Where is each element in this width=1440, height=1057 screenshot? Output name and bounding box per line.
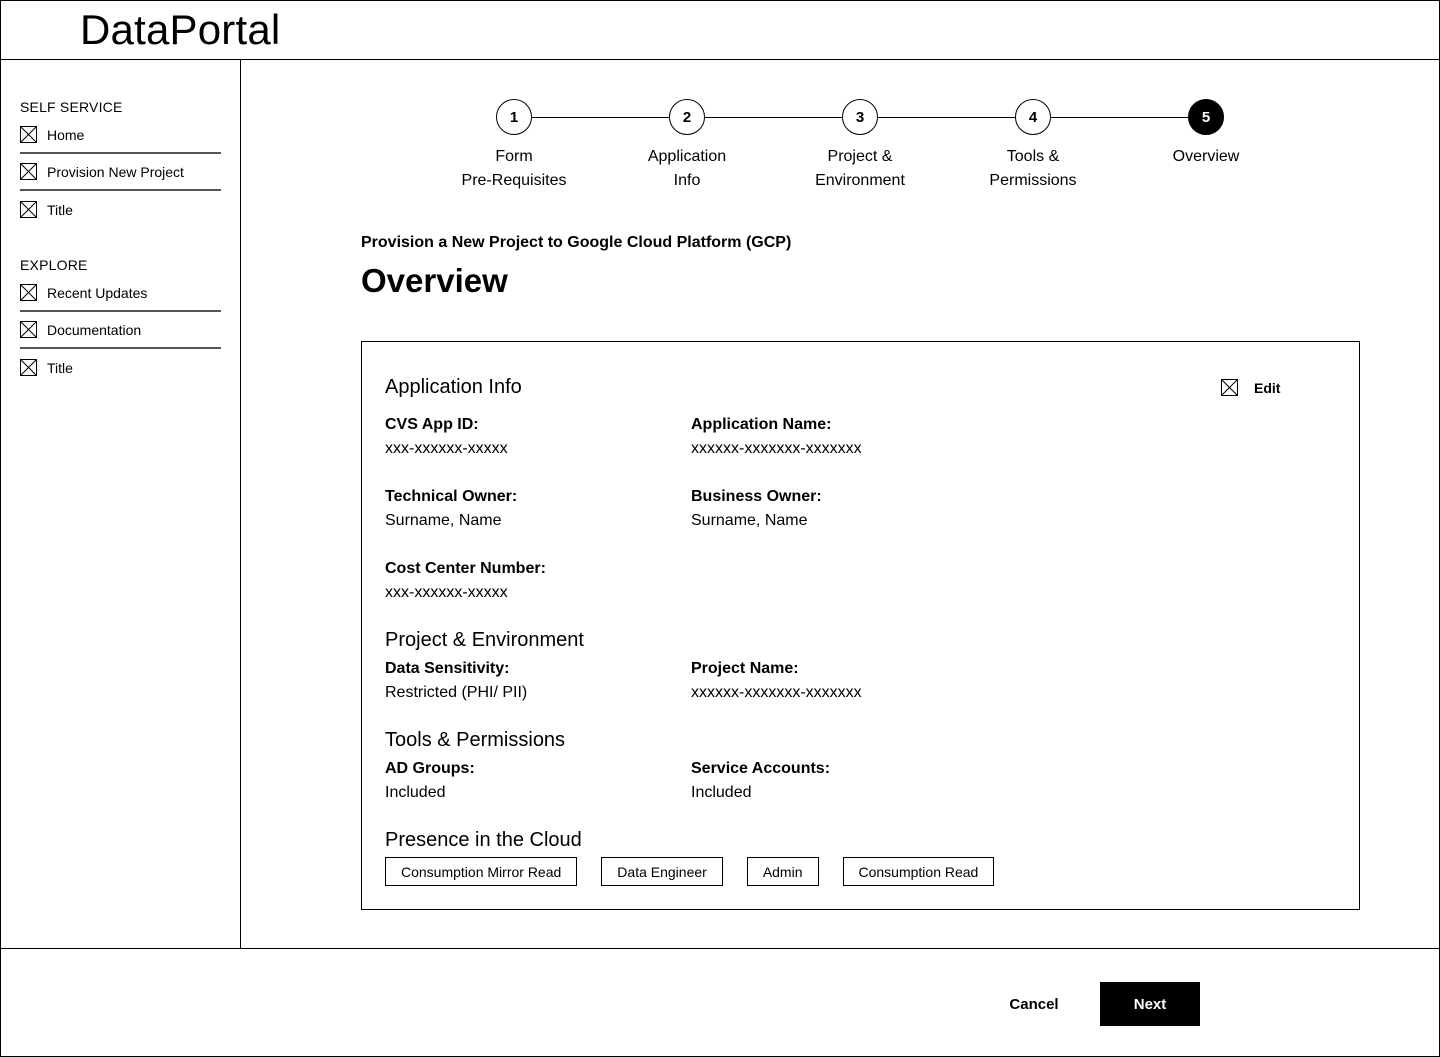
field-value: Restricted (PHI/ PII) bbox=[385, 684, 528, 701]
sidebar-section-explore: EXPLORE bbox=[20, 257, 88, 273]
field-label: AD Groups: bbox=[385, 760, 475, 777]
section-title-tools-permissions: Tools & Permissions bbox=[385, 729, 566, 751]
sidebar-item-label: Documentation bbox=[47, 321, 142, 338]
chip-consumption-mirror-read: Consumption Mirror Read bbox=[385, 857, 577, 886]
step-label-line: Tools & bbox=[1006, 148, 1060, 165]
step-label-line: Project & bbox=[827, 148, 893, 165]
field-project-name bbox=[691, 657, 862, 705]
field-label: Service Accounts: bbox=[691, 760, 831, 777]
field-label: Project Name: bbox=[691, 660, 799, 677]
sidebar-item-title-explore[interactable] bbox=[20, 349, 221, 386]
sidebar bbox=[0, 60, 241, 949]
cancel-button[interactable]: Cancel bbox=[994, 982, 1074, 1026]
page-title: Overview bbox=[361, 262, 508, 299]
step-label-line: Environment bbox=[815, 172, 905, 189]
field-label: Cost Center Number: bbox=[385, 560, 546, 577]
sidebar-item-home[interactable] bbox=[20, 117, 221, 154]
presence-chip-list bbox=[385, 857, 994, 886]
placeholder-icon bbox=[20, 201, 37, 218]
step-label-line: Pre-Requisites bbox=[461, 172, 567, 189]
sidebar-item-label: Title bbox=[47, 201, 73, 218]
field-data-sensitivity bbox=[385, 657, 527, 705]
field-label: Data Sensitivity: bbox=[385, 660, 510, 677]
field-value: xxxxxx-xxxxxxx-xxxxxxx bbox=[691, 684, 862, 701]
step-label-line: Overview bbox=[1172, 148, 1240, 165]
step-label bbox=[780, 145, 940, 193]
step-application-info[interactable] bbox=[607, 99, 767, 193]
sidebar-item-label: Recent Updates bbox=[47, 284, 148, 301]
field-cvs-app-id bbox=[385, 413, 508, 461]
page-subtitle: Provision a New Project to Google Cloud Platform (GCP) bbox=[361, 234, 792, 251]
sidebar-item-label: Home bbox=[47, 126, 85, 143]
field-service-accounts bbox=[691, 757, 830, 805]
step-number: 3 bbox=[842, 99, 878, 135]
field-label: CVS App ID: bbox=[385, 416, 479, 433]
edit-label: Edit bbox=[1254, 379, 1281, 396]
step-number: 2 bbox=[669, 99, 705, 135]
placeholder-icon bbox=[20, 321, 37, 338]
field-business-owner bbox=[691, 485, 822, 533]
field-label: Application Name: bbox=[691, 416, 832, 433]
step-label bbox=[1126, 145, 1286, 169]
section-title-project-environment: Project & Environment bbox=[385, 629, 584, 651]
step-label-line: Info bbox=[673, 172, 701, 189]
field-value: Surname, Name bbox=[691, 512, 808, 529]
placeholder-icon bbox=[20, 284, 37, 301]
field-label: Technical Owner: bbox=[385, 488, 518, 505]
step-form-prerequisites[interactable] bbox=[434, 99, 594, 193]
field-value: xxx-xxxxxx-xxxxx bbox=[385, 584, 508, 601]
sidebar-item-provision-new-project[interactable] bbox=[20, 154, 221, 191]
field-ad-groups bbox=[385, 757, 475, 805]
step-overview[interactable] bbox=[1126, 99, 1286, 169]
field-application-name bbox=[691, 413, 862, 461]
placeholder-icon bbox=[20, 359, 37, 376]
step-label-line: Permissions bbox=[989, 172, 1077, 189]
brand-logo-text[interactable]: DataPortal bbox=[80, 6, 281, 53]
edit-button[interactable] bbox=[1221, 379, 1280, 396]
sidebar-item-documentation[interactable] bbox=[20, 312, 221, 349]
field-value: Included bbox=[691, 784, 752, 801]
sidebar-item-label: Title bbox=[47, 359, 73, 376]
sidebar-item-title[interactable] bbox=[20, 191, 221, 228]
step-number-active: 5 bbox=[1188, 99, 1224, 135]
edit-icon bbox=[1221, 379, 1238, 396]
step-label bbox=[434, 145, 594, 193]
chip-consumption-read: Consumption Read bbox=[843, 857, 995, 886]
field-value: xxxxxx-xxxxxxx-xxxxxxx bbox=[691, 440, 862, 457]
field-value: Surname, Name bbox=[385, 512, 502, 529]
field-value: Included bbox=[385, 784, 446, 801]
field-label: Business Owner: bbox=[691, 488, 822, 505]
top-header bbox=[0, 0, 1440, 60]
step-number: 1 bbox=[496, 99, 532, 135]
placeholder-icon bbox=[20, 126, 37, 143]
chip-data-engineer: Data Engineer bbox=[601, 857, 723, 886]
overview-card bbox=[361, 341, 1360, 910]
step-label bbox=[953, 145, 1113, 193]
placeholder-icon bbox=[20, 163, 37, 180]
step-project-environment[interactable] bbox=[780, 99, 940, 193]
section-title-presence-in-cloud: Presence in the Cloud bbox=[385, 829, 582, 851]
field-technical-owner bbox=[385, 485, 517, 533]
sidebar-item-recent-updates[interactable] bbox=[20, 275, 221, 312]
field-cost-center-number bbox=[385, 557, 546, 605]
next-button[interactable]: Next bbox=[1100, 982, 1200, 1026]
section-title-application-info: Application Info bbox=[385, 376, 522, 398]
footer-action-bar bbox=[0, 948, 1440, 1057]
chip-admin: Admin bbox=[747, 857, 819, 886]
step-label-line: Application bbox=[647, 148, 727, 165]
step-number: 4 bbox=[1015, 99, 1051, 135]
sidebar-item-label: Provision New Project bbox=[47, 163, 184, 180]
step-label-line: Form bbox=[495, 148, 533, 165]
step-tools-permissions[interactable] bbox=[953, 99, 1113, 193]
field-value: xxx-xxxxxx-xxxxx bbox=[385, 440, 508, 457]
step-label bbox=[607, 145, 767, 193]
sidebar-section-self-service: SELF SERVICE bbox=[20, 99, 123, 115]
